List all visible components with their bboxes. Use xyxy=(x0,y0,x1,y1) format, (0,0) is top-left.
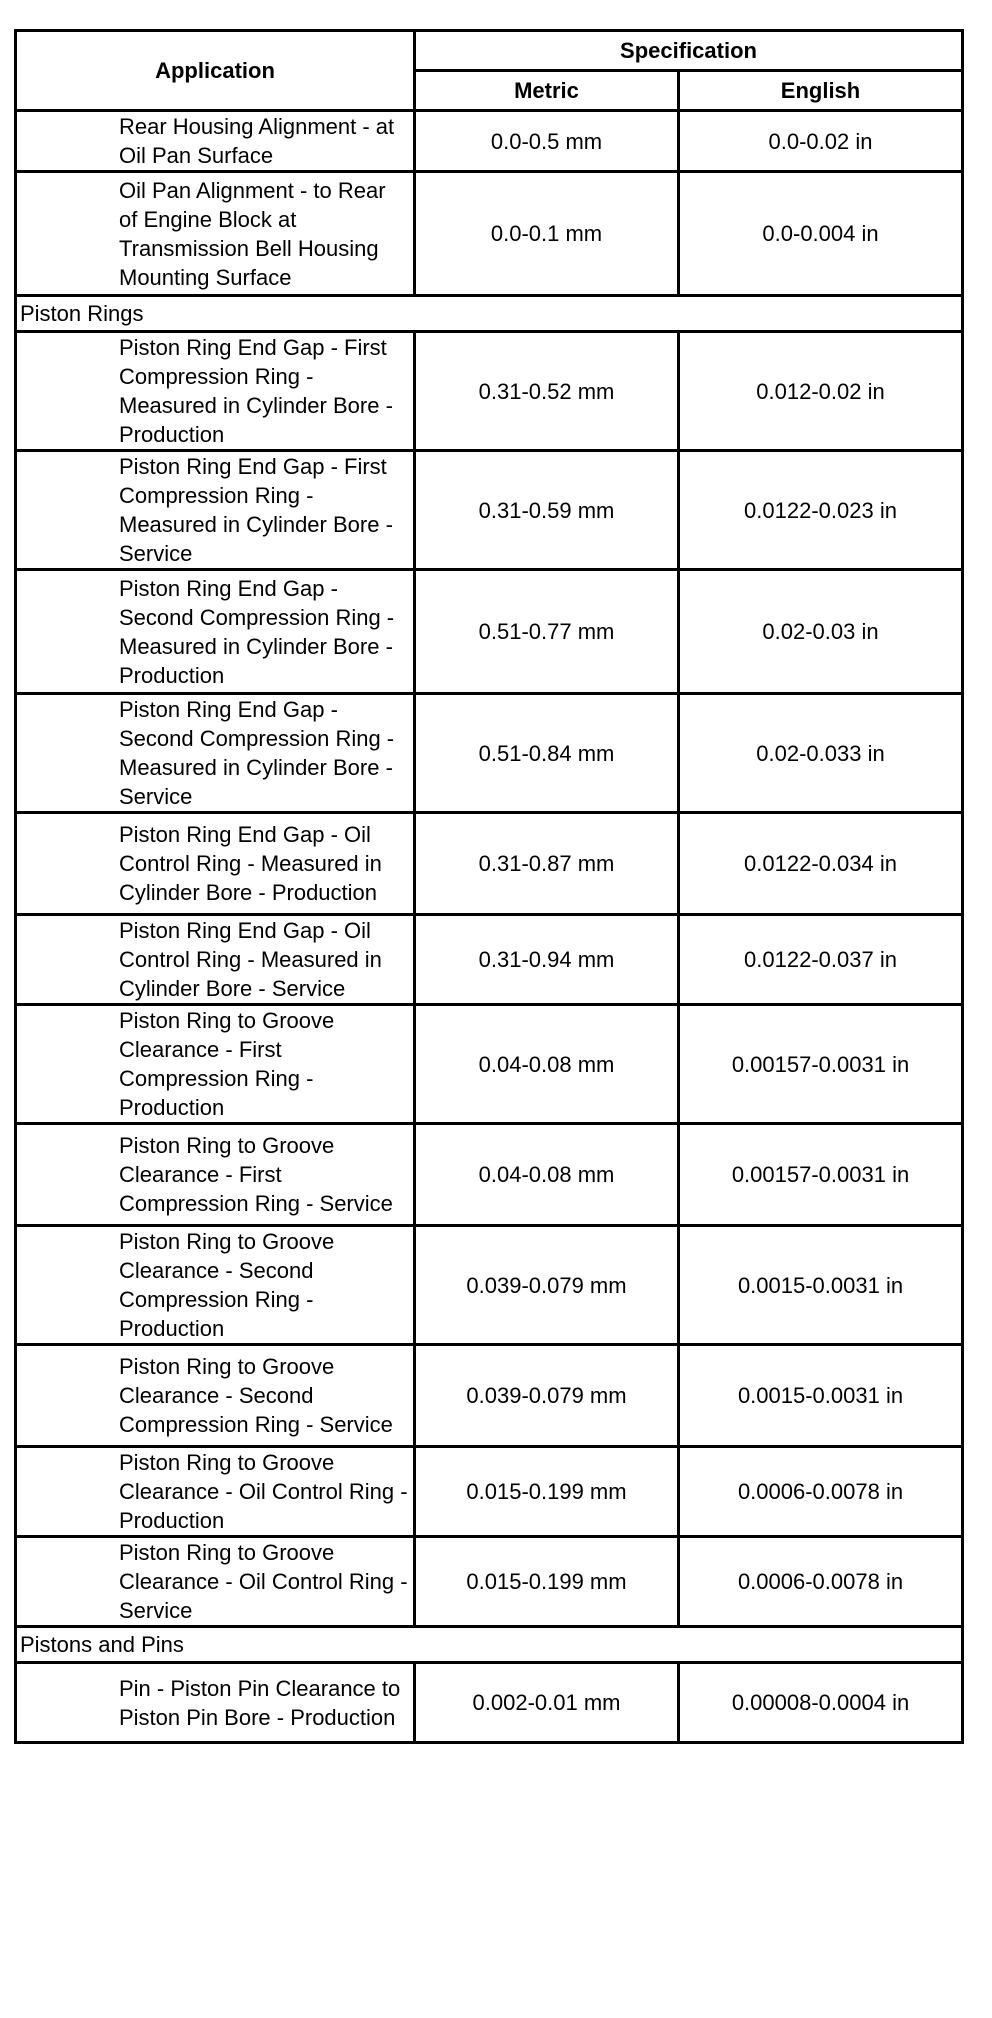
metric-cell: 0.039-0.079 mm xyxy=(415,1226,679,1345)
metric-header: Metric xyxy=(415,71,679,111)
metric-cell: 0.31-0.94 mm xyxy=(415,915,679,1005)
table-row xyxy=(16,1345,963,1447)
application-cell: Piston Ring End Gap - First Compression Ring - Measured in Cylinder Bore - Service xyxy=(16,451,415,570)
english-cell: 0.0122-0.034 in xyxy=(679,813,963,915)
application-cell: Oil Pan Alignment - to Rear of Engine Block at Transmission Bell Housing Mounting Surface xyxy=(16,172,415,296)
table-row xyxy=(16,1124,963,1226)
metric-cell: 0.039-0.079 mm xyxy=(415,1345,679,1447)
english-cell: 0.0015-0.0031 in xyxy=(679,1345,963,1447)
english-cell: 0.0-0.004 in xyxy=(679,172,963,296)
table-row xyxy=(16,694,963,813)
table-row xyxy=(16,111,963,172)
application-cell: Piston Ring to Groove Clearance - Second Compression Ring - Production xyxy=(16,1226,415,1345)
application-cell: Piston Ring End Gap - Second Compression Ring - Measured in Cylinder Bore - Production xyxy=(16,570,415,694)
table-body xyxy=(16,111,963,1743)
application-cell: Pin - Piston Pin Clearance to Piston Pin Bore - Production xyxy=(16,1663,415,1743)
english-cell: 0.00157-0.0031 in xyxy=(679,1124,963,1226)
specification-header: Specification xyxy=(415,31,963,71)
table-row xyxy=(16,1005,963,1124)
english-cell: 0.02-0.033 in xyxy=(679,694,963,813)
application-cell: Piston Ring End Gap - Second Compression Ring - Measured in Cylinder Bore - Service xyxy=(16,694,415,813)
table-row xyxy=(16,1663,963,1743)
english-cell: 0.02-0.03 in xyxy=(679,570,963,694)
application-cell: Piston Ring to Groove Clearance - Second Compression Ring - Service xyxy=(16,1345,415,1447)
english-header: English xyxy=(679,71,963,111)
application-cell: Piston Ring to Groove Clearance - Oil Control Ring - Service xyxy=(16,1537,415,1627)
application-cell: Rear Housing Alignment - at Oil Pan Surface xyxy=(16,111,415,172)
metric-cell: 0.0-0.1 mm xyxy=(415,172,679,296)
english-cell: 0.0015-0.0031 in xyxy=(679,1226,963,1345)
english-cell: 0.00008-0.0004 in xyxy=(679,1663,963,1743)
application-cell: Piston Ring to Groove Clearance - Oil Control Ring - Production xyxy=(16,1447,415,1537)
metric-cell: 0.51-0.77 mm xyxy=(415,570,679,694)
english-cell: 0.00157-0.0031 in xyxy=(679,1005,963,1124)
english-cell: 0.0006-0.0078 in xyxy=(679,1537,963,1627)
table-row xyxy=(16,1226,963,1345)
metric-cell: 0.31-0.59 mm xyxy=(415,451,679,570)
application-cell: Piston Ring End Gap - Oil Control Ring - Measured in Cylinder Bore - Production xyxy=(16,813,415,915)
section-label: Pistons and Pins xyxy=(16,1627,963,1663)
metric-cell: 0.51-0.84 mm xyxy=(415,694,679,813)
metric-cell: 0.04-0.08 mm xyxy=(415,1005,679,1124)
table-row xyxy=(16,451,963,570)
table-row xyxy=(16,813,963,915)
metric-cell: 0.0-0.5 mm xyxy=(415,111,679,172)
metric-cell: 0.002-0.01 mm xyxy=(415,1663,679,1743)
table-row xyxy=(16,1447,963,1537)
table-row xyxy=(16,1537,963,1627)
metric-cell: 0.015-0.199 mm xyxy=(415,1447,679,1537)
metric-cell: 0.31-0.52 mm xyxy=(415,332,679,451)
application-header: Application xyxy=(16,31,415,111)
english-cell: 0.0006-0.0078 in xyxy=(679,1447,963,1537)
application-cell: Piston Ring to Groove Clearance - First Compression Ring - Service xyxy=(16,1124,415,1226)
metric-cell: 0.04-0.08 mm xyxy=(415,1124,679,1226)
table-row xyxy=(16,332,963,451)
english-cell: 0.0122-0.023 in xyxy=(679,451,963,570)
specification-table xyxy=(14,29,964,1744)
section-row xyxy=(16,1627,963,1663)
application-cell: Piston Ring End Gap - Oil Control Ring - Measured in Cylinder Bore - Service xyxy=(16,915,415,1005)
application-cell: Piston Ring to Groove Clearance - First Compression Ring - Production xyxy=(16,1005,415,1124)
metric-cell: 0.31-0.87 mm xyxy=(415,813,679,915)
table-header xyxy=(16,31,963,111)
english-cell: 0.012-0.02 in xyxy=(679,332,963,451)
english-cell: 0.0122-0.037 in xyxy=(679,915,963,1005)
table-row xyxy=(16,570,963,694)
header-row xyxy=(16,31,963,71)
section-row xyxy=(16,296,963,332)
table-row xyxy=(16,172,963,296)
section-label: Piston Rings xyxy=(16,296,963,332)
application-cell: Piston Ring End Gap - First Compression Ring - Measured in Cylinder Bore - Production xyxy=(16,332,415,451)
table-row xyxy=(16,915,963,1005)
english-cell: 0.0-0.02 in xyxy=(679,111,963,172)
metric-cell: 0.015-0.199 mm xyxy=(415,1537,679,1627)
